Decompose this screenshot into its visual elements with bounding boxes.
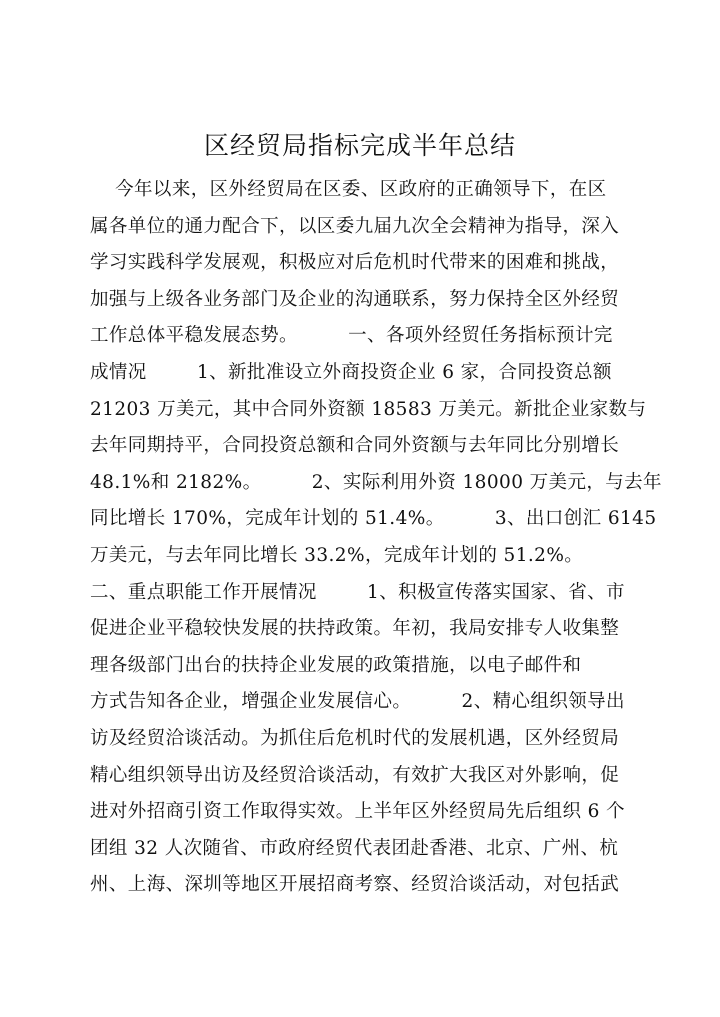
body-line: 48.1%和 2182%。 2、实际利用外资 18000 万美元，与去年 — [90, 471, 662, 493]
document-body — [90, 172, 690, 904]
body-line: 促进企业平稳较快发展的扶持政策。年初，我局安排专人收集整 — [90, 618, 620, 640]
body-line: 精心组织领导出访及经贸洽谈活动，有效扩大我区对外影响，促 — [90, 764, 620, 786]
body-line: 学习实践科学发展观，积极应对后危机时代带来的困难和挑战， — [90, 252, 620, 274]
body-line: 进对外招商引资工作取得实效。上半年区外经贸局先后组织 6 个 — [90, 801, 626, 823]
body-line: 同比增长 170%，完成年计划的 51.4%。 3、出口创汇 6145 — [90, 508, 657, 530]
body-line: 属各单位的通力配合下，以区委九届九次全会精神为指导，深入 — [90, 215, 620, 237]
body-line: 方式告知各企业，增强企业发展信心。 2、精心组织领导出 — [90, 691, 625, 713]
body-line: 工作总体平稳发展态势。 一、各项外经贸任务指标预计完 — [90, 325, 613, 347]
document-title: 区经贸局指标完成半年总结 — [203, 131, 516, 160]
body-line: 州、上海、深圳等地区开展招商考察、经贸洽谈活动，对包括武 — [90, 874, 620, 896]
body-line: 去年同期持平，合同投资总额和合同外资额与去年同比分别增长 — [90, 435, 620, 457]
body-line: 理各级部门出台的扶持企业发展的政策措施，以电子邮件和 — [90, 654, 582, 676]
body-line: 今年以来，区外经贸局在区委、区政府的正确领导下，在区 — [90, 179, 607, 200]
body-line: 万美元，与去年同比增长 33.2%，完成年计划的 51.2%。 — [90, 544, 584, 566]
body-line: 二、重点职能工作开展情况 1、积极宣传落实国家、省、市 — [90, 581, 625, 603]
body-line: 成情况 1、新批准设立外商投资企业 6 家，合同投资总额 — [90, 361, 612, 383]
body-line: 21203 万美元，其中合同外资额 18583 万美元。新批企业家数与 — [90, 398, 647, 420]
body-line: 加强与上级各业务部门及企业的沟通联系，努力保持全区外经贸 — [90, 288, 620, 310]
body-line: 访及经贸洽谈活动。为抓住后危机时代的发展机遇，区外经贸局 — [90, 727, 620, 749]
body-line: 团组 32 人次随省、市政府经贸代表团赴香港、北京、广州、杭 — [90, 837, 619, 859]
